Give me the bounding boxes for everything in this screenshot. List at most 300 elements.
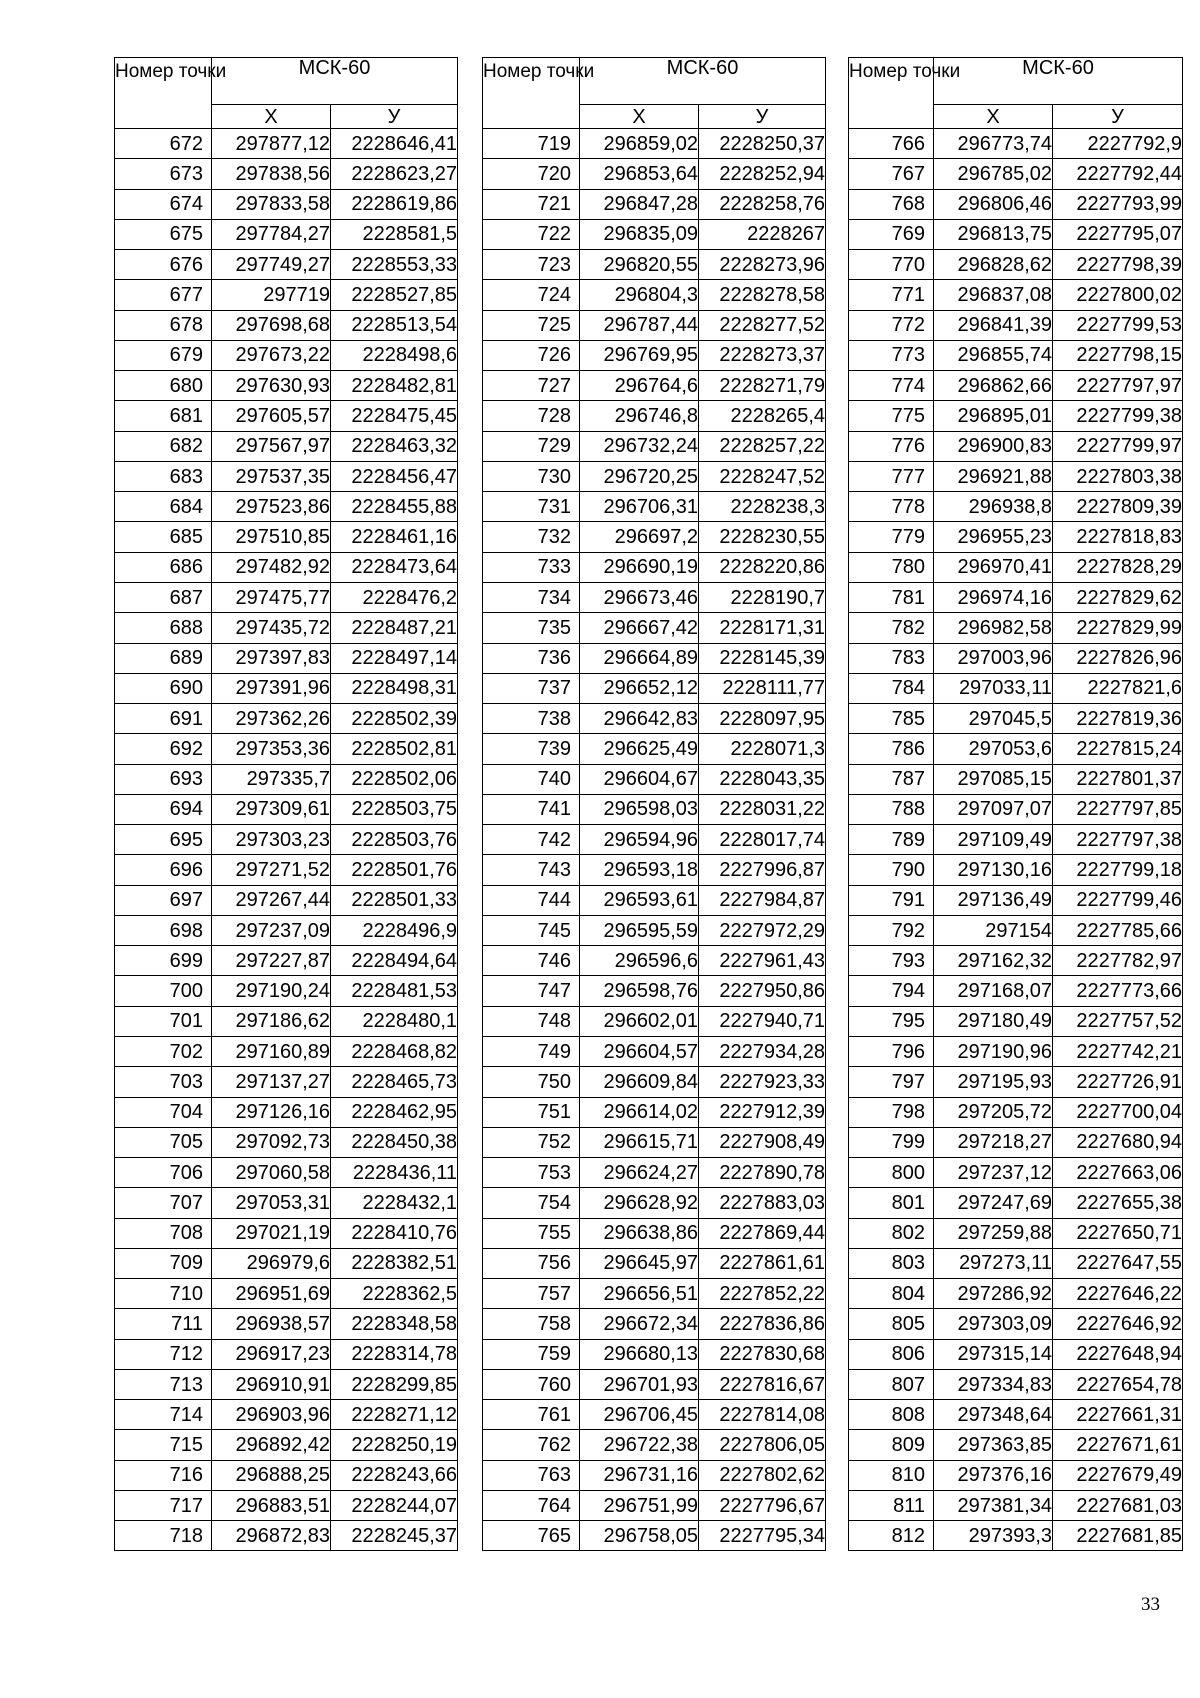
y-coordinate-cell: 2227801,37 (1053, 764, 1183, 794)
y-coordinate-cell: 2228623,27 (331, 159, 458, 189)
table-row (483, 1067, 826, 1097)
y-coordinate-cell: 2227816,67 (699, 1369, 826, 1399)
point-number-cell: 725 (483, 310, 580, 340)
x-coordinate-cell: 297109,49 (934, 825, 1053, 855)
point-number-cell: 812 (849, 1521, 934, 1551)
x-coordinate-cell: 296664,89 (580, 643, 699, 673)
point-number-cell: 723 (483, 250, 580, 280)
x-coordinate-cell: 297348,64 (934, 1400, 1053, 1430)
y-coordinate-cell: 2227984,87 (699, 885, 826, 915)
table-row (483, 1400, 826, 1430)
y-coordinate-cell: 2227883,03 (699, 1188, 826, 1218)
point-number-cell: 744 (483, 885, 580, 915)
y-coordinate-cell: 2227661,31 (1053, 1400, 1183, 1430)
point-number-cell: 785 (849, 704, 934, 734)
x-coordinate-cell: 297267,44 (212, 885, 331, 915)
x-coordinate-cell: 297097,07 (934, 794, 1053, 824)
y-coordinate-cell: 2227826,96 (1053, 643, 1183, 673)
table-row (115, 1279, 458, 1309)
table-row (483, 1158, 826, 1188)
x-coordinate-cell: 297537,35 (212, 461, 331, 491)
y-coordinate-cell: 2227819,36 (1053, 704, 1183, 734)
y-coordinate-cell: 2227861,61 (699, 1248, 826, 1278)
table-row (115, 582, 458, 612)
y-coordinate-cell: 2227923,33 (699, 1067, 826, 1097)
x-coordinate-cell: 297381,34 (934, 1490, 1053, 1520)
x-coordinate-cell: 297136,49 (934, 885, 1053, 915)
point-number-cell: 805 (849, 1309, 934, 1339)
x-coordinate-cell: 296751,99 (580, 1490, 699, 1520)
x-coordinate-cell: 296638,86 (580, 1218, 699, 1248)
point-number-cell: 770 (849, 250, 934, 280)
table-row (115, 613, 458, 643)
y-coordinate-cell: 2227700,04 (1053, 1097, 1183, 1127)
y-coordinate-cell: 2228513,54 (331, 310, 458, 340)
table-row (115, 1188, 458, 1218)
y-coordinate-cell: 2228382,51 (331, 1248, 458, 1278)
y-coordinate-cell: 2228071,3 (699, 734, 826, 764)
point-number-cell: 688 (115, 613, 212, 643)
table-row (483, 1036, 826, 1066)
table-row (483, 1460, 826, 1490)
x-coordinate-cell: 297749,27 (212, 250, 331, 280)
table-row (483, 1097, 826, 1127)
point-number-cell: 796 (849, 1036, 934, 1066)
table-row (849, 764, 1183, 794)
y-coordinate-cell: 2228487,21 (331, 613, 458, 643)
y-coordinate-cell: 2227650,71 (1053, 1218, 1183, 1248)
table-row (849, 129, 1183, 159)
x-coordinate-cell: 296598,76 (580, 976, 699, 1006)
x-coordinate-cell: 297719 (212, 280, 331, 310)
point-number-cell: 726 (483, 340, 580, 370)
coordinates-table-2 (482, 57, 826, 1551)
table-row (115, 1067, 458, 1097)
y-coordinate-cell: 2227647,55 (1053, 1248, 1183, 1278)
point-number-cell: 715 (115, 1430, 212, 1460)
point-number-cell: 680 (115, 371, 212, 401)
x-coordinate-cell: 296604,57 (580, 1036, 699, 1066)
point-number-cell: 721 (483, 189, 580, 219)
x-coordinate-cell: 297180,49 (934, 1006, 1053, 1036)
y-coordinate-cell: 2228273,96 (699, 250, 826, 280)
x-coordinate-cell: 296642,83 (580, 704, 699, 734)
x-coordinate-cell: 296955,23 (934, 522, 1053, 552)
point-number-cell: 684 (115, 492, 212, 522)
x-coordinate-cell: 297154 (934, 915, 1053, 945)
table-row (115, 340, 458, 370)
point-number-cell: 719 (483, 129, 580, 159)
y-coordinate-cell: 2227799,18 (1053, 855, 1183, 885)
x-coordinate-cell: 296872,83 (212, 1521, 331, 1551)
table-row (849, 1218, 1183, 1248)
point-number-cell: 786 (849, 734, 934, 764)
y-coordinate-cell: 2228273,37 (699, 340, 826, 370)
table-row (849, 401, 1183, 431)
point-number-cell: 720 (483, 159, 580, 189)
point-number-cell: 763 (483, 1460, 580, 1490)
point-number-cell: 809 (849, 1430, 934, 1460)
page-number: 33 (1141, 1594, 1160, 1615)
y-coordinate-cell: 2227796,67 (699, 1490, 826, 1520)
x-coordinate-cell: 296820,55 (580, 250, 699, 280)
y-coordinate-cell: 2227852,22 (699, 1279, 826, 1309)
x-coordinate-cell: 296888,25 (212, 1460, 331, 1490)
y-coordinate-cell: 2227726,91 (1053, 1067, 1183, 1097)
point-number-cell: 713 (115, 1369, 212, 1399)
point-number-cell: 787 (849, 764, 934, 794)
y-coordinate-cell: 2228480,1 (331, 1006, 458, 1036)
point-number-cell: 732 (483, 522, 580, 552)
x-coordinate-cell: 296732,24 (580, 431, 699, 461)
point-number-cell: 737 (483, 673, 580, 703)
point-number-cell: 673 (115, 159, 212, 189)
table-row (849, 643, 1183, 673)
table-row (849, 1036, 1183, 1066)
point-number-cell: 749 (483, 1036, 580, 1066)
table-row (115, 522, 458, 552)
x-coordinate-cell: 297833,58 (212, 189, 331, 219)
x-coordinate-cell: 296806,46 (934, 189, 1053, 219)
y-coordinate-cell: 2227797,97 (1053, 371, 1183, 401)
y-coordinate-cell: 2227972,29 (699, 915, 826, 945)
table-row (115, 1127, 458, 1157)
y-coordinate-cell: 2228473,64 (331, 552, 458, 582)
table-row (849, 855, 1183, 885)
y-coordinate-cell: 2227934,28 (699, 1036, 826, 1066)
coordinate-system-header: МСК-60 (934, 58, 1183, 105)
y-coordinate-cell: 2228314,78 (331, 1339, 458, 1369)
x-coordinate-cell: 297003,96 (934, 643, 1053, 673)
x-coordinate-cell: 296917,23 (212, 1339, 331, 1369)
point-number-cell: 695 (115, 825, 212, 855)
y-coordinate-cell: 2227869,44 (699, 1218, 826, 1248)
table-row (849, 1158, 1183, 1188)
y-coordinate-cell: 2227792,44 (1053, 159, 1183, 189)
x-coordinate-cell: 297362,26 (212, 704, 331, 734)
y-coordinate-cell: 2227679,49 (1053, 1460, 1183, 1490)
point-number-cell: 722 (483, 219, 580, 249)
y-coordinate-cell: 2227828,29 (1053, 552, 1183, 582)
table-row (483, 1127, 826, 1157)
table-row (849, 1248, 1183, 1278)
x-coordinate-cell: 296598,03 (580, 794, 699, 824)
x-coordinate-cell: 296787,44 (580, 310, 699, 340)
y-coordinate-cell: 2228581,5 (331, 219, 458, 249)
table-row (849, 673, 1183, 703)
y-coordinate-cell: 2228432,1 (331, 1188, 458, 1218)
point-number-cell: 742 (483, 825, 580, 855)
y-coordinate-cell: 2228278,58 (699, 280, 826, 310)
y-coordinate-cell: 2227818,83 (1053, 522, 1183, 552)
x-coordinate-cell: 297227,87 (212, 946, 331, 976)
table-row (849, 1188, 1183, 1218)
table-row (483, 371, 826, 401)
table-row (483, 704, 826, 734)
y-coordinate-cell: 2227646,22 (1053, 1279, 1183, 1309)
y-coordinate-cell: 2227795,34 (699, 1521, 826, 1551)
point-number-cell: 740 (483, 764, 580, 794)
table-row (115, 492, 458, 522)
x-coordinate-cell: 297273,11 (934, 1248, 1053, 1278)
table-row (483, 1521, 826, 1551)
y-coordinate-cell: 2227793,99 (1053, 189, 1183, 219)
table-row (483, 1188, 826, 1218)
point-number-cell: 778 (849, 492, 934, 522)
x-coordinate-cell: 297053,6 (934, 734, 1053, 764)
x-coordinate-cell: 296841,39 (934, 310, 1053, 340)
point-number-cell: 698 (115, 915, 212, 945)
y-coordinate-cell: 2228267 (699, 219, 826, 249)
point-number-cell: 696 (115, 855, 212, 885)
x-coordinate-cell: 296602,01 (580, 1006, 699, 1036)
x-coordinate-cell: 297363,85 (934, 1430, 1053, 1460)
y-coordinate-cell: 2227773,66 (1053, 976, 1183, 1006)
table-row (849, 885, 1183, 915)
y-column-header: У (331, 105, 458, 129)
point-number-cell: 811 (849, 1490, 934, 1520)
point-number-cell: 771 (849, 280, 934, 310)
table-row (483, 976, 826, 1006)
y-coordinate-cell: 2227671,61 (1053, 1430, 1183, 1460)
point-number-cell: 677 (115, 280, 212, 310)
table-row (483, 522, 826, 552)
x-coordinate-cell: 297286,92 (934, 1279, 1053, 1309)
table-row (115, 1218, 458, 1248)
point-number-cell: 764 (483, 1490, 580, 1520)
point-number-cell: 746 (483, 946, 580, 976)
point-number-cell: 782 (849, 613, 934, 643)
y-coordinate-cell: 2227681,03 (1053, 1490, 1183, 1520)
point-number-cell: 697 (115, 885, 212, 915)
point-number-cell: 712 (115, 1339, 212, 1369)
y-coordinate-cell: 2227792,9 (1053, 129, 1183, 159)
coordinates-table-3 (848, 57, 1183, 1551)
x-coordinate-cell: 296828,62 (934, 250, 1053, 280)
point-number-cell: 709 (115, 1248, 212, 1278)
y-coordinate-cell: 2228502,06 (331, 764, 458, 794)
x-coordinate-cell: 296593,18 (580, 855, 699, 885)
x-coordinate-cell: 297335,7 (212, 764, 331, 794)
table-row (483, 1218, 826, 1248)
coordinate-system-header: МСК-60 (580, 58, 826, 105)
x-coordinate-cell: 297523,86 (212, 492, 331, 522)
point-number-cell: 701 (115, 1006, 212, 1036)
table-row (849, 976, 1183, 1006)
point-number-cell: 729 (483, 431, 580, 461)
y-coordinate-cell: 2227648,94 (1053, 1339, 1183, 1369)
coordinate-system-header: МСК-60 (212, 58, 458, 105)
x-coordinate-cell: 297186,62 (212, 1006, 331, 1036)
y-coordinate-cell: 2227680,94 (1053, 1127, 1183, 1157)
y-coordinate-cell: 2228271,12 (331, 1400, 458, 1430)
table-row (115, 1248, 458, 1278)
table-row (115, 129, 458, 159)
point-number-cell: 806 (849, 1339, 934, 1369)
point-number-cell: 708 (115, 1218, 212, 1248)
y-coordinate-cell: 2228461,16 (331, 522, 458, 552)
point-number-cell: 703 (115, 1067, 212, 1097)
table-row (115, 764, 458, 794)
x-coordinate-cell: 296593,61 (580, 885, 699, 915)
y-coordinate-cell: 2227803,38 (1053, 461, 1183, 491)
point-number-cell: 676 (115, 250, 212, 280)
table-row (115, 855, 458, 885)
point-number-cell: 765 (483, 1521, 580, 1551)
y-coordinate-cell: 2228475,45 (331, 401, 458, 431)
x-coordinate-cell: 297092,73 (212, 1127, 331, 1157)
x-coordinate-cell: 296764,6 (580, 371, 699, 401)
table-row (849, 1097, 1183, 1127)
point-number-cell: 797 (849, 1067, 934, 1097)
table-row (483, 250, 826, 280)
table-row (483, 643, 826, 673)
x-coordinate-cell: 296673,46 (580, 582, 699, 612)
table-row (483, 764, 826, 794)
x-coordinate-cell: 297673,22 (212, 340, 331, 370)
x-column-header: Х (580, 105, 699, 129)
y-coordinate-cell: 2227799,46 (1053, 885, 1183, 915)
point-number-cell: 714 (115, 1400, 212, 1430)
point-number-cell: 803 (849, 1248, 934, 1278)
x-coordinate-cell: 297237,09 (212, 915, 331, 945)
point-number-cell: 807 (849, 1369, 934, 1399)
x-coordinate-cell: 296604,67 (580, 764, 699, 794)
point-number-cell: 674 (115, 189, 212, 219)
table-row (115, 946, 458, 976)
point-number-cell: 716 (115, 1460, 212, 1490)
y-coordinate-cell: 2227663,06 (1053, 1158, 1183, 1188)
point-number-cell: 686 (115, 552, 212, 582)
table-row (115, 1460, 458, 1490)
x-coordinate-cell: 297190,96 (934, 1036, 1053, 1066)
table-row (849, 310, 1183, 340)
x-coordinate-cell: 297838,56 (212, 159, 331, 189)
x-coordinate-cell: 296853,64 (580, 159, 699, 189)
table-row (115, 1430, 458, 1460)
y-coordinate-cell: 2228244,07 (331, 1490, 458, 1520)
x-coordinate-cell: 297353,36 (212, 734, 331, 764)
table-row (849, 431, 1183, 461)
x-coordinate-cell: 296667,42 (580, 613, 699, 643)
point-number-cell: 685 (115, 522, 212, 552)
point-number-cell: 784 (849, 673, 934, 703)
table-row (115, 280, 458, 310)
x-coordinate-cell: 296903,96 (212, 1400, 331, 1430)
x-coordinate-cell: 297060,58 (212, 1158, 331, 1188)
x-coordinate-cell: 296614,02 (580, 1097, 699, 1127)
y-coordinate-cell: 2228171,31 (699, 613, 826, 643)
y-coordinate-cell: 2228498,31 (331, 673, 458, 703)
table-row (115, 1036, 458, 1066)
table-row (483, 310, 826, 340)
table-row (849, 250, 1183, 280)
y-column-header: У (1053, 105, 1183, 129)
y-coordinate-cell: 2227654,78 (1053, 1369, 1183, 1399)
y-coordinate-cell: 2228494,64 (331, 946, 458, 976)
y-coordinate-cell: 2227830,68 (699, 1339, 826, 1369)
x-coordinate-cell: 297698,68 (212, 310, 331, 340)
x-coordinate-cell: 296769,95 (580, 340, 699, 370)
x-coordinate-cell: 296855,74 (934, 340, 1053, 370)
y-coordinate-cell: 2228190,7 (699, 582, 826, 612)
y-coordinate-cell: 2227802,62 (699, 1460, 826, 1490)
x-coordinate-cell: 296813,75 (934, 219, 1053, 249)
point-number-cell: 774 (849, 371, 934, 401)
table-row (483, 825, 826, 855)
x-coordinate-cell: 296720,25 (580, 461, 699, 491)
x-coordinate-cell: 297435,72 (212, 613, 331, 643)
coordinates-table-1 (114, 57, 458, 1551)
point-number-cell: 734 (483, 582, 580, 612)
y-coordinate-cell: 2227821,6 (1053, 673, 1183, 703)
table-row (483, 189, 826, 219)
table-row (849, 946, 1183, 976)
x-coordinate-cell: 297195,93 (934, 1067, 1053, 1097)
y-column-header: У (699, 105, 826, 129)
x-coordinate-cell: 296596,6 (580, 946, 699, 976)
x-coordinate-cell: 296690,19 (580, 552, 699, 582)
point-number-cell: 780 (849, 552, 934, 582)
point-number-cell: 681 (115, 401, 212, 431)
x-coordinate-cell: 297510,85 (212, 522, 331, 552)
x-coordinate-cell: 296758,05 (580, 1521, 699, 1551)
point-number-cell: 773 (849, 340, 934, 370)
point-number-header: Номер точки (483, 58, 580, 129)
point-number-cell: 694 (115, 794, 212, 824)
point-number-cell: 788 (849, 794, 934, 824)
table-row (115, 885, 458, 915)
point-number-cell: 798 (849, 1097, 934, 1127)
x-coordinate-cell: 297309,61 (212, 794, 331, 824)
point-number-cell: 781 (849, 582, 934, 612)
table-row (115, 734, 458, 764)
x-coordinate-cell: 296785,02 (934, 159, 1053, 189)
x-coordinate-cell: 296615,71 (580, 1127, 699, 1157)
x-column-header: Х (934, 105, 1053, 129)
y-coordinate-cell: 2228497,14 (331, 643, 458, 673)
point-number-cell: 795 (849, 1006, 934, 1036)
y-coordinate-cell: 2227798,15 (1053, 340, 1183, 370)
table-row (849, 582, 1183, 612)
y-coordinate-cell: 2228482,81 (331, 371, 458, 401)
x-column-header: Х (212, 105, 331, 129)
x-coordinate-cell: 297391,96 (212, 673, 331, 703)
x-coordinate-cell: 296706,45 (580, 1400, 699, 1430)
x-coordinate-cell: 296910,91 (212, 1369, 331, 1399)
y-coordinate-cell: 2228247,52 (699, 461, 826, 491)
x-coordinate-cell: 296900,83 (934, 431, 1053, 461)
table-row (115, 159, 458, 189)
x-coordinate-cell: 297205,72 (934, 1097, 1053, 1127)
x-coordinate-cell: 297334,83 (934, 1369, 1053, 1399)
x-coordinate-cell: 296652,12 (580, 673, 699, 703)
y-coordinate-cell: 2227961,43 (699, 946, 826, 976)
y-coordinate-cell: 2227996,87 (699, 855, 826, 885)
y-coordinate-cell: 2227836,86 (699, 1309, 826, 1339)
table-row (849, 219, 1183, 249)
x-coordinate-cell: 296938,57 (212, 1309, 331, 1339)
x-coordinate-cell: 296609,84 (580, 1067, 699, 1097)
x-coordinate-cell: 296895,01 (934, 401, 1053, 431)
y-coordinate-cell: 2227829,99 (1053, 613, 1183, 643)
table-row (483, 582, 826, 612)
point-number-cell: 687 (115, 582, 212, 612)
x-coordinate-cell: 297877,12 (212, 129, 331, 159)
table-row (849, 1279, 1183, 1309)
point-number-cell: 757 (483, 1279, 580, 1309)
x-coordinate-cell: 297033,11 (934, 673, 1053, 703)
